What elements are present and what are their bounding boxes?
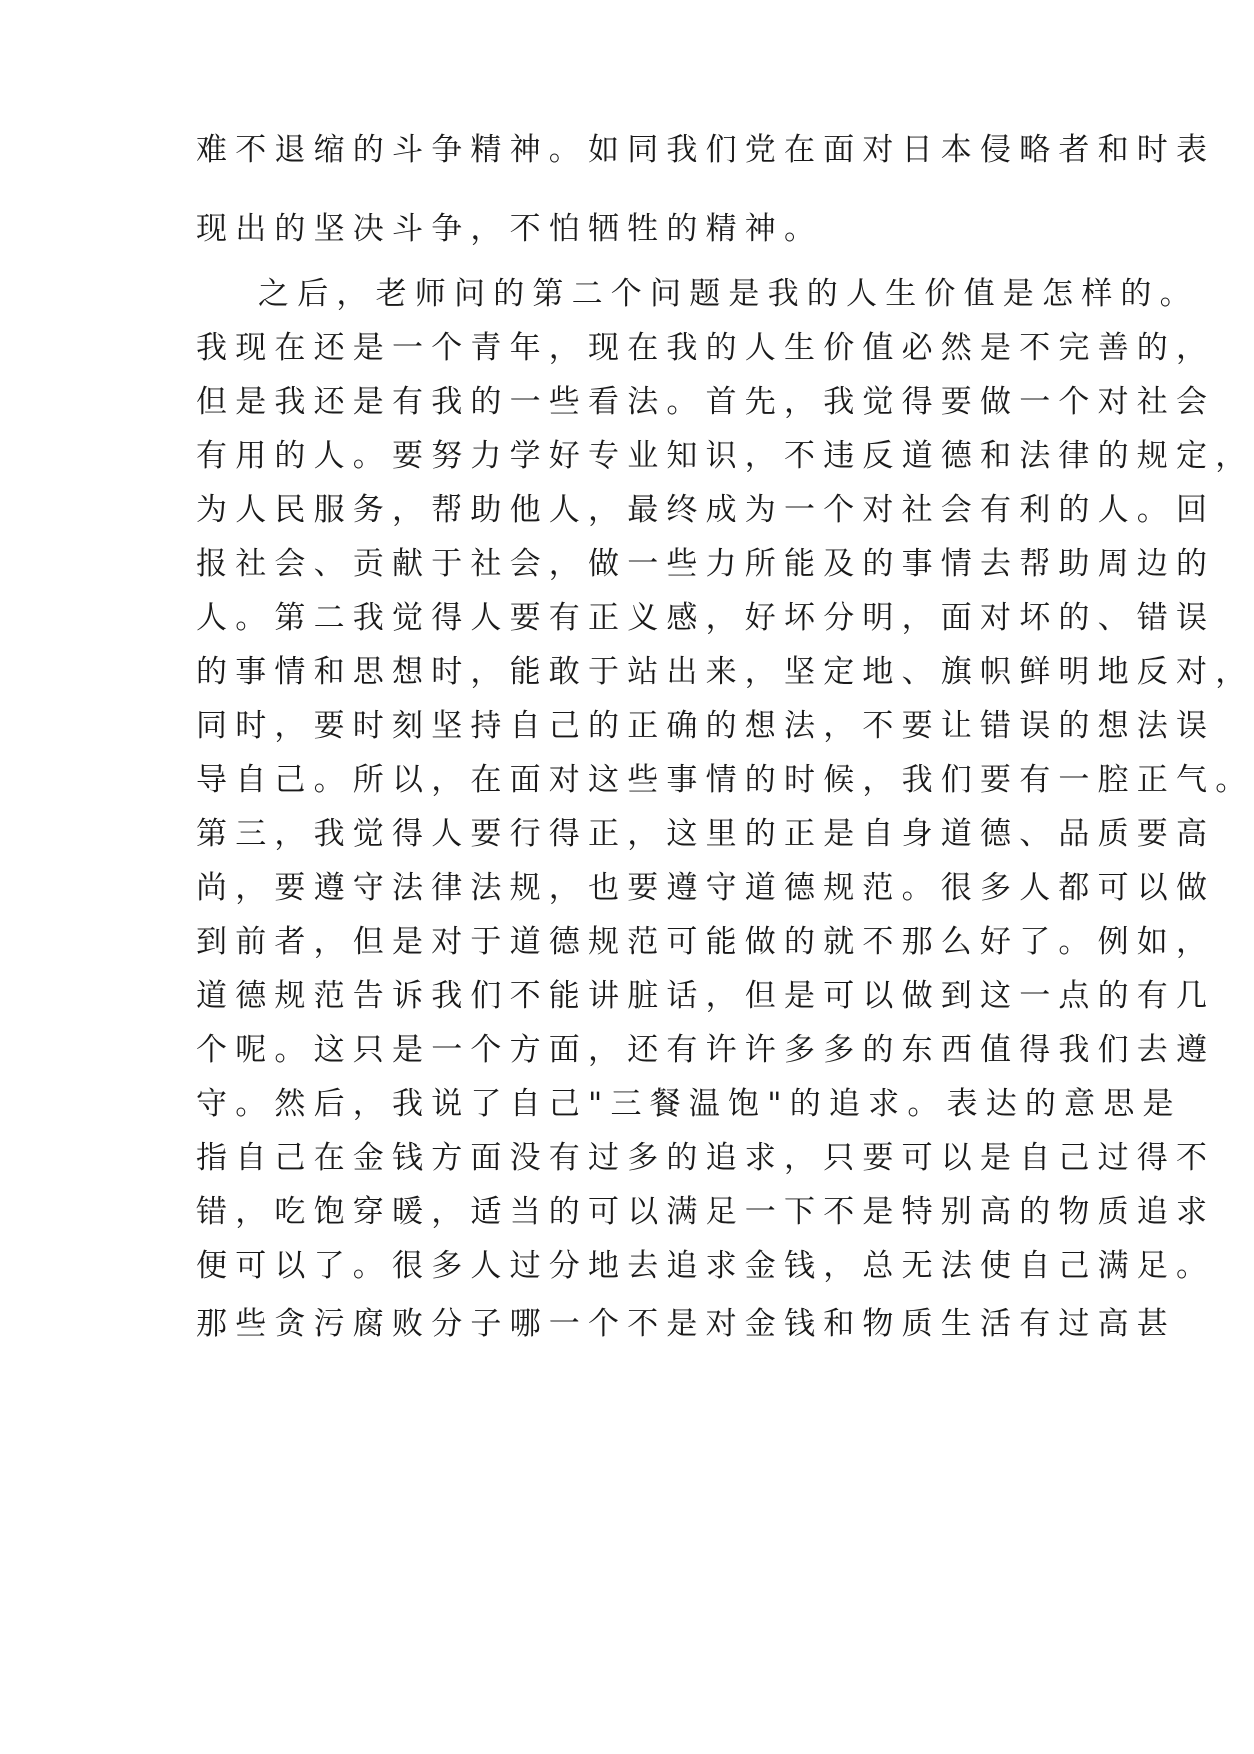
text-line: 报社会、贡献于社会，做一些力所能及的事情去帮助周边的 xyxy=(196,546,1216,582)
text-line-continued-1: 难不退缩的斗争精神。如同我们党在面对日本侵略者和时表 xyxy=(196,132,1216,168)
text-line: 那些贪污腐败分子哪一个不是对金钱和物质生活有过高甚 xyxy=(196,1306,1176,1342)
text-line: 的事情和思想时，能敢于站出来，坚定地、旗帜鲜明地反对， xyxy=(196,654,1254,690)
text-line: 我现在还是一个青年，现在我的人生价值必然是不完善的， xyxy=(196,330,1216,366)
text-line: 尚，要遵守法律法规，也要遵守道德规范。很多人都可以做 xyxy=(196,870,1216,906)
text-line: 为人民服务，帮助他人，最终成为一个对社会有利的人。回 xyxy=(196,492,1216,528)
text-line: 指自己在金钱方面没有过多的追求，只要可以是自己过得不 xyxy=(196,1140,1216,1176)
text-line: 个呢。这只是一个方面，还有许许多多的东西值得我们去遵 xyxy=(196,1032,1216,1068)
text-line: 导自己。所以，在面对这些事情的时候，我们要有一腔正气。 xyxy=(196,762,1254,798)
text-line: 便可以了。很多人过分地去追求金钱，总无法使自己满足。 xyxy=(196,1248,1216,1284)
text-line: 有用的人。要努力学好专业知识，不违反道德和法律的规定， xyxy=(196,438,1254,474)
text-line: 但是我还是有我的一些看法。首先，我觉得要做一个对社会 xyxy=(196,384,1216,420)
text-line-paragraph-start: 之后，老师问的第二个问题是我的人生价值是怎样的。 xyxy=(258,276,1199,312)
text-line: 错，吃饱穿暖，适当的可以满足一下不是特别高的物质追求 xyxy=(196,1194,1216,1230)
text-line: 到前者，但是对于道德规范可能做的就不那么好了。例如， xyxy=(196,924,1216,960)
text-line: 道德规范告诉我们不能讲脏话，但是可以做到这一点的有几 xyxy=(196,978,1216,1014)
text-line: 同时，要时刻坚持自己的正确的想法，不要让错误的想法误 xyxy=(196,708,1216,744)
text-line: 守。然后，我说了自己"三餐温饱"的追求。表达的意思是 xyxy=(196,1086,1182,1122)
text-line-continued-2: 现出的坚决斗争，不怕牺牲的精神。 xyxy=(196,211,824,247)
text-line: 第三，我觉得人要行得正，这里的正是自身道德、品质要高 xyxy=(196,816,1216,852)
text-line: 人。第二我觉得人要有正义感，好坏分明，面对坏的、错误 xyxy=(196,600,1216,636)
